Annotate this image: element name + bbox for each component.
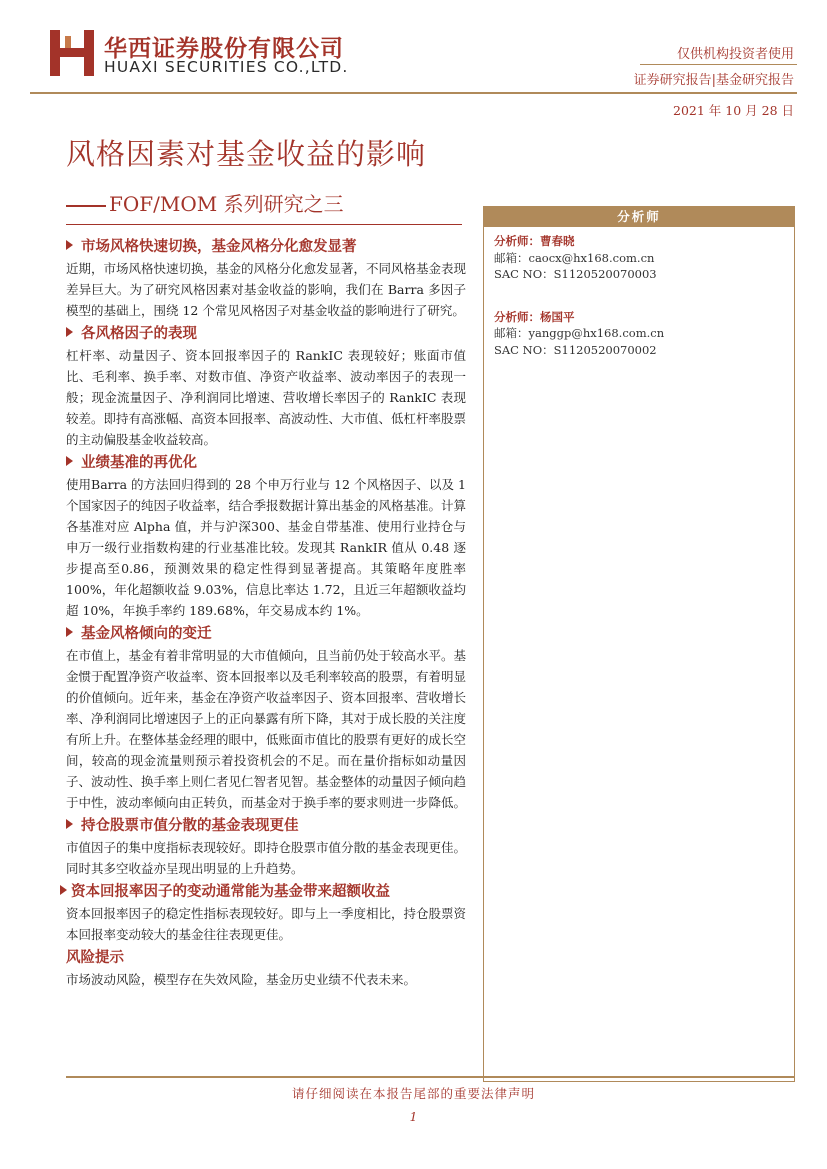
summary-column bbox=[66, 236, 466, 992]
section-body: 近期，市场风格快速切换，基金的风格分化愈发显著，不同风格基金表现差异巨大。为了研究风格因素对基金收益的影响，我们在 Barra 多因子模型的基础上，围绕 12 个常见风格因子对基金收益的影响进行了研究。 bbox=[66, 261, 467, 318]
page-number: 1 bbox=[409, 1110, 418, 1124]
analyst-sac: SAC NO：S1120520070003 bbox=[494, 267, 657, 281]
sidebar-heading: 分析师 bbox=[484, 207, 794, 227]
company-name-en: HUAXI SECURITIES CO.,LTD. bbox=[104, 58, 349, 76]
footer-rule bbox=[66, 1076, 794, 1078]
header-rule bbox=[30, 92, 797, 94]
analyst-card bbox=[484, 309, 794, 359]
triangle-bullet-icon bbox=[66, 627, 73, 637]
analyst-email: 邮箱：caocx@hx168.com.cn bbox=[494, 250, 655, 265]
section-body: 在市值上，基金有着非常明显的大市值倾向，且当前仍处于较高水平。基金惯于配置净资产收益率、资本回报率以及毛利率较高的股票，有着明显的价值倾向。近年来，基金在净资产收益率因子、资本回报率、营收增长率、净利润同比增速因子上的正向暴露有所下降，其对于成长股的关注度有所上升。在整体基金经理的眼中，低账面市值比的股票有更好的成长空间，较高的现金流量则预示着投资机会的不足。而在量价指标如动量因子、波动性、换手率上则仁者见仁智者见智。基金整体的动量因子倾向趋于中性，波动率倾向由正转负，而基金对于换手率的要求则进一步降低。 bbox=[66, 648, 467, 810]
triangle-bullet-icon bbox=[66, 327, 73, 337]
analyst-name: 分析师：曹春晓 bbox=[494, 234, 575, 248]
subtitle-dash bbox=[66, 205, 106, 207]
section-body: 资本回报率因子的稳定性指标表现较好。即与上一季度相比，持仓股票资本回报率变动较大的基金往往表现更佳。 bbox=[66, 906, 467, 942]
risk-heading: 风险提示 bbox=[66, 949, 124, 966]
triangle-bullet-icon bbox=[66, 819, 73, 829]
subtitle-rule bbox=[66, 224, 462, 225]
section-heading: 基金风格倾向的变迁 bbox=[66, 623, 466, 645]
report-type: 证券研究报告|基金研究报告 bbox=[633, 73, 794, 88]
triangle-bullet-icon bbox=[60, 885, 67, 895]
section-heading: 市场风格快速切换，基金风格分化愈发显著 bbox=[66, 236, 466, 258]
header-divider bbox=[640, 64, 797, 65]
company-logo-icon bbox=[50, 30, 94, 76]
analyst-card bbox=[484, 233, 794, 283]
legal-notice: 请仔细阅读在本报告尾部的重要法律声明 bbox=[291, 1086, 535, 1101]
analyst-sidebar bbox=[483, 206, 795, 1082]
section-heading: 持仓股票市值分散的基金表现更佳 bbox=[66, 815, 466, 837]
analyst-sac: SAC NO：S1120520070002 bbox=[494, 342, 657, 357]
section-body: 杠杆率、动量因子、资本回报率因子的 RankIC 表现较好；账面市值比、毛利率、换手率、对数市值、净资产收益率、波动率因子的表现一般；现金流量因子、净利润同比增速、营收增长率因子的 RankIC 表现较差。即持有高涨幅、高资本回报率、高波动性、大市值、低杠杆率股票的主动偏股基金收益较高。 bbox=[66, 348, 467, 447]
report-subtitle bbox=[66, 188, 344, 217]
section-body: 市值因子的集中度指标表现较好。即持仓股票市值分散的基金表现更佳。同时其多空收益亦呈现出明显的上升趋势。 bbox=[66, 840, 467, 876]
section-heading: 各风格因子的表现 bbox=[66, 323, 466, 345]
audience-note: 仅供机构投资者使用 bbox=[676, 47, 794, 62]
report-title: 风格因素对基金收益的影响 bbox=[66, 137, 427, 171]
section-body: 使用Barra 的方法回归得到的 28 个申万行业与 12 个风格因子、以及 1 个国家因子的纯因子收益率，结合季报数据计算出基金的风格基准。计算各基准对应 Alpha 值，并与沪深300、基金自带基准、使用行业持仓与申万一级行业指数构建的行业基准比较。发现其 RankIR 值从 0.48 逐步提高至0.86，预测效果的稳定性得到显著提高。其策略年度胜率100%，年化超额收益 9.03%，信息比率达 1.72，且近三年超额收益均超 10%，年换手率约 189.68%，年交易成本约 1%。 bbox=[66, 477, 467, 618]
analyst-email: 邮箱：yanggp@hx168.com.cn bbox=[494, 326, 665, 340]
section-heading: 资本回报率因子的变动通常能为基金带来超额收益 bbox=[60, 881, 466, 903]
triangle-bullet-icon bbox=[66, 456, 73, 466]
subtitle-text: FOF/MOM 系列研究之三 bbox=[109, 192, 344, 216]
analyst-name: 分析师：杨国平 bbox=[494, 309, 575, 324]
triangle-bullet-icon bbox=[66, 240, 73, 250]
report-date: 2021 年 10 月 28 日 bbox=[673, 103, 794, 118]
section-heading: 业绩基准的再优化 bbox=[66, 452, 466, 474]
risk-body: 市场波动风险，模型存在失效风险，基金历史业绩不代表未来。 bbox=[66, 972, 417, 987]
company-name-cn: 华西证券股份有限公司 bbox=[104, 36, 344, 62]
